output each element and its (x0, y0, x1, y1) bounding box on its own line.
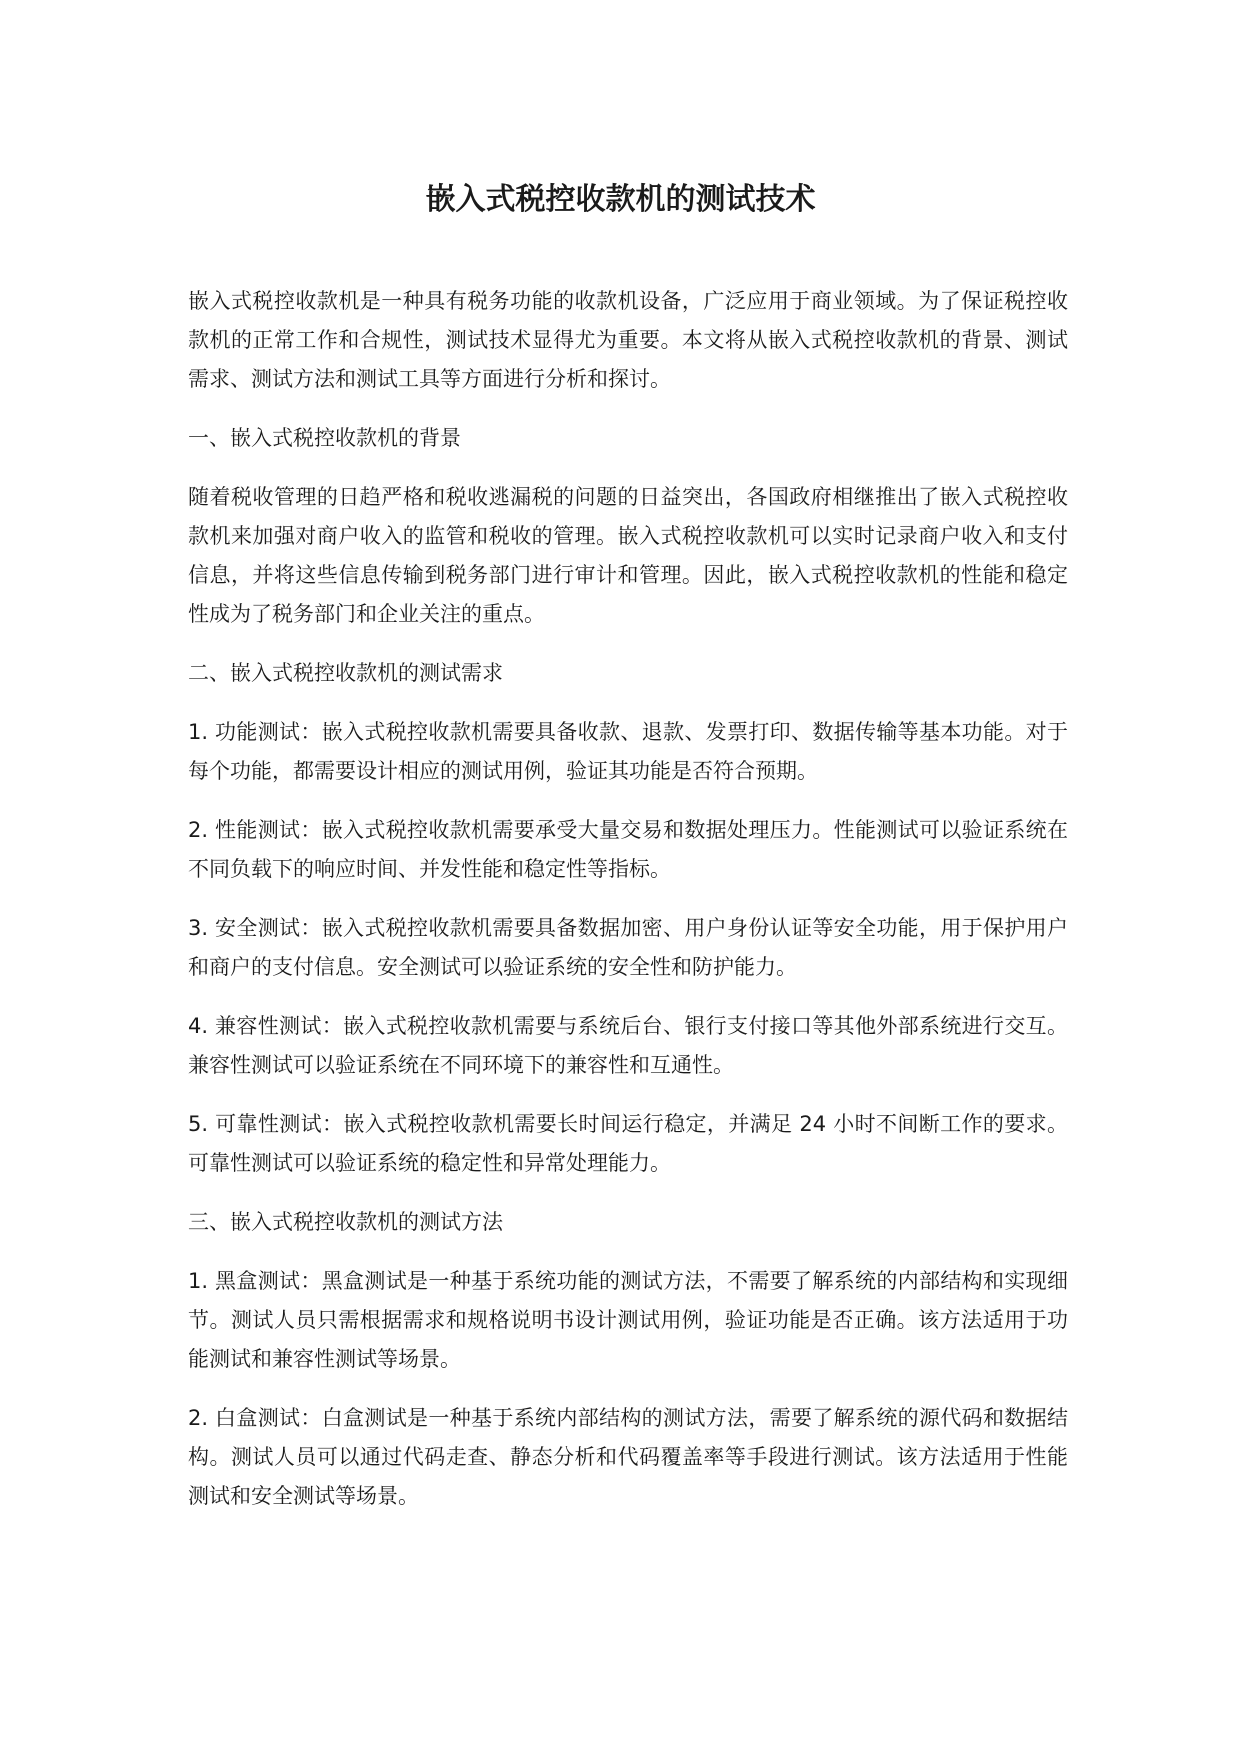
section-heading-requirements: 二、嵌入式税控收款机的测试需求 (188, 661, 503, 685)
method-item-whitebox: 2. 白盒测试：白盒测试是一种基于系统内部结构的测试方法，需要了解系统的源代码和数据结构。测试人员可以通过代码走查、静态分析和代码覆盖率等手段进行测试。该方法适用于性能测试和安全测试等场景。 (188, 1406, 1068, 1508)
requirement-item-performance: 2. 性能测试：嵌入式税控收款机需要承受大量交易和数据处理压力。性能测试可以验证系统在不同负载下的响应时间、并发性能和稳定性等指标。 (188, 818, 1068, 881)
background-paragraph: 随着税收管理的日趋严格和税收逃漏税的问题的日益突出，各国政府相继推出了嵌入式税控收款机来加强对商户收入的监管和税收的管理。嵌入式税控收款机可以实时记录商户收入和支付信息，并将这些信息传输到税务部门进行审计和管理。因此，嵌入式税控收款机的性能和稳定性成为了税务部门和企业关注的重点。 (188, 485, 1068, 626)
requirement-item-functional: 1. 功能测试：嵌入式税控收款机需要具备收款、退款、发票打印、数据传输等基本功能。对于每个功能，都需要设计相应的测试用例，验证其功能是否符合预期。 (188, 720, 1068, 783)
requirement-item-compatibility: 4. 兼容性测试：嵌入式税控收款机需要与系统后台、银行支付接口等其他外部系统进行交互。兼容性测试可以验证系统在不同环境下的兼容性和互通性。 (188, 1014, 1068, 1077)
intro-paragraph: 嵌入式税控收款机是一种具有税务功能的收款机设备，广泛应用于商业领域。为了保证税控收款机的正常工作和合规性，测试技术显得尤为重要。本文将从嵌入式税控收款机的背景、测试需求、测试方法和测试工具等方面进行分析和探讨。 (188, 289, 1068, 391)
document-title: 嵌入式税控收款机的测试技术 (425, 182, 816, 217)
document-body (188, 282, 1068, 1536)
method-item-blackbox: 1. 黑盒测试：黑盒测试是一种基于系统功能的测试方法，不需要了解系统的内部结构和实现细节。测试人员只需根据需求和规格说明书设计测试用例，验证功能是否正确。该方法适用于功能测试和兼容性测试等场景。 (188, 1269, 1068, 1371)
requirement-item-security: 3. 安全测试：嵌入式税控收款机需要具备数据加密、用户身份认证等安全功能，用于保护用户和商户的支付信息。安全测试可以验证系统的安全性和防护能力。 (188, 916, 1068, 979)
section-heading-background: 一、嵌入式税控收款机的背景 (188, 426, 461, 450)
section-heading-methods: 三、嵌入式税控收款机的测试方法 (188, 1210, 503, 1234)
requirement-item-reliability: 5. 可靠性测试：嵌入式税控收款机需要长时间运行稳定，并满足 24 小时不间断工作的要求。可靠性测试可以验证系统的稳定性和异常处理能力。 (188, 1112, 1068, 1175)
